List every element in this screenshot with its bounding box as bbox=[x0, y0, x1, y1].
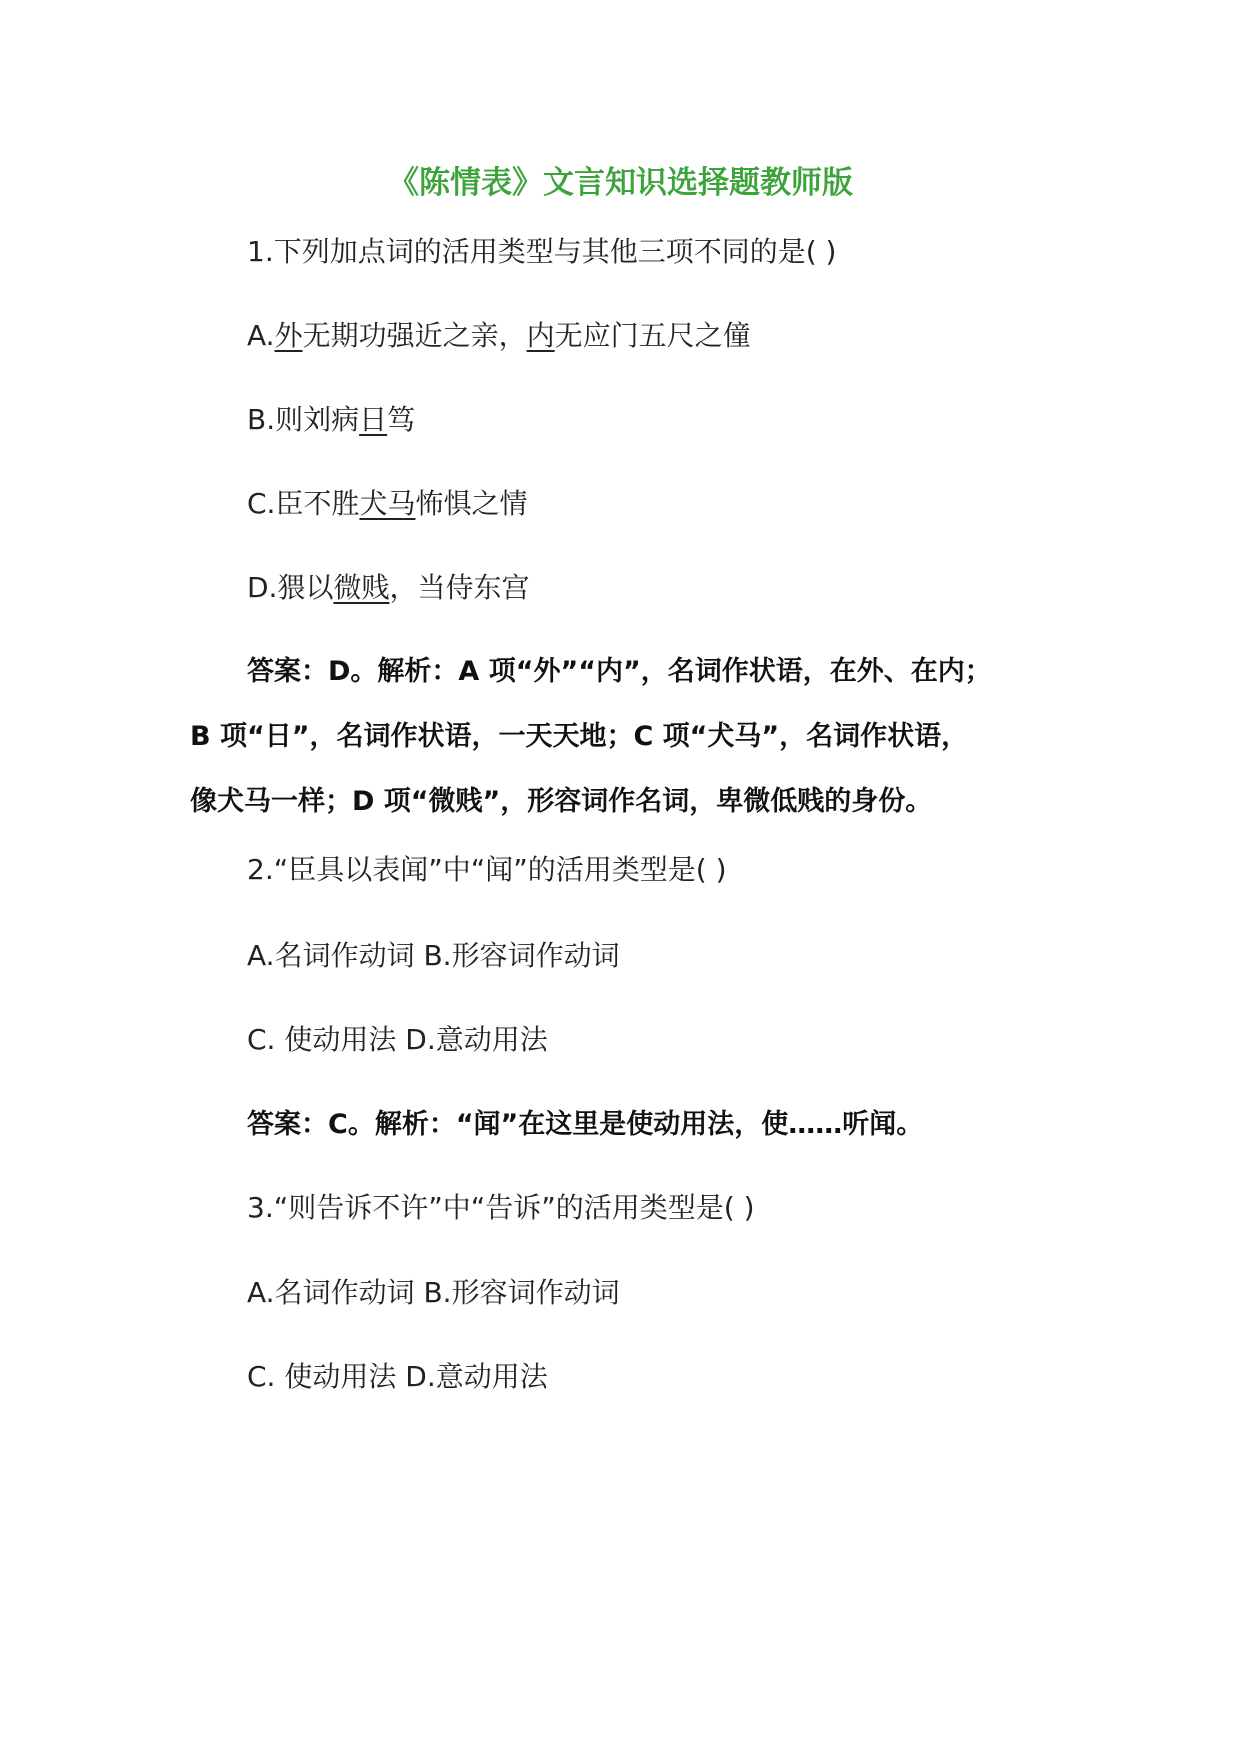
option-b-dotted-word: 日 bbox=[359, 403, 388, 436]
option-a-dotted-word-1: 外 bbox=[274, 319, 303, 352]
option-a-dotted-word-2: 内 bbox=[526, 319, 555, 352]
question-1-stem: 1.下列加点词的活用类型与其他三项不同的是( ) bbox=[247, 235, 837, 268]
question-2-options-cd: C. 使动用法 D.意动用法 bbox=[247, 1023, 548, 1056]
question-2-options-ab: A.名词作动词 B.形容词作动词 bbox=[247, 939, 620, 972]
page-title: 《陈情表》文言知识选择题教师版 bbox=[388, 165, 853, 201]
answer-1-line-1: 答案：D。解析：A 项“外”“内”，名词作状语，在外、在内； bbox=[247, 656, 992, 687]
option-c-dotted-word: 犬马 bbox=[359, 487, 416, 520]
question-1-option-a bbox=[247, 316, 1127, 356]
question-1-option-b bbox=[247, 400, 1127, 440]
option-d-dotted-word: 微贱 bbox=[333, 571, 390, 604]
question-3-stem: 3.“则告诉不许”中“告诉”的活用类型是( ) bbox=[247, 1191, 755, 1224]
option-a-middle: 无期功强近之亲， bbox=[302, 319, 527, 352]
option-d-prefix: D.猥以 bbox=[247, 571, 334, 604]
question-3-options-cd: C. 使动用法 D.意动用法 bbox=[247, 1360, 548, 1393]
question-3-options-ab: A.名词作动词 B.形容词作动词 bbox=[247, 1276, 620, 1309]
option-c-prefix: C.臣不胜 bbox=[247, 487, 360, 520]
option-b-suffix: 笃 bbox=[387, 403, 416, 436]
option-a-suffix: 无应门五尺之僮 bbox=[554, 319, 751, 352]
option-d-suffix: ，当侍东宫 bbox=[389, 571, 530, 604]
answer-1-line-3: 像犬马一样；D 项“微贱”，形容词作名词，卑微低贱的身份。 bbox=[190, 786, 933, 817]
question-1-option-d bbox=[247, 568, 1127, 608]
answer-1-line-2: B 项“日”，名词作状语，一天天地；C 项“犬马”，名词作状语， bbox=[190, 721, 969, 752]
option-c-suffix: 怖惧之情 bbox=[415, 487, 528, 520]
question-1-answer bbox=[190, 639, 1070, 834]
question-1-option-c bbox=[247, 484, 1127, 524]
question-2-stem: 2.“臣具以表闻”中“闻”的活用类型是( ) bbox=[247, 853, 727, 886]
question-2-answer: 答案：C。解析：“闻”在这里是使动用法，使……听闻。 bbox=[247, 1109, 924, 1140]
option-a-prefix: A. bbox=[247, 319, 275, 352]
option-b-prefix: B.则刘病 bbox=[247, 403, 360, 436]
